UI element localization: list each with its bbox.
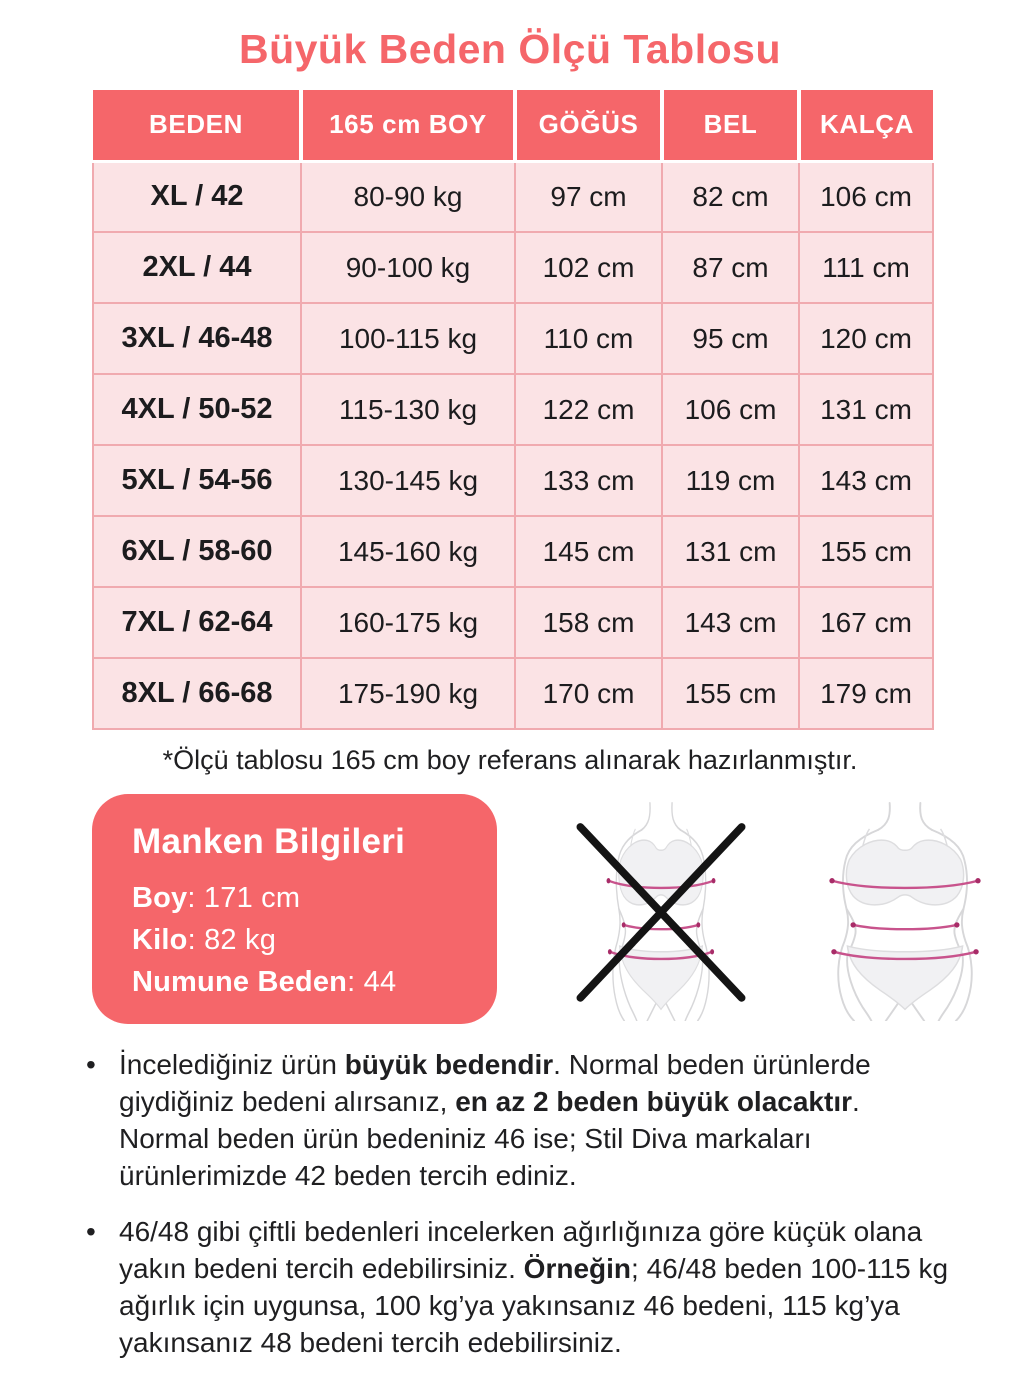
note-text: 46/48 gibi çiftli bedenleri incelerken ağırlığınıza göre küçük olana yakın bedeni tercih edebilirsiniz. Örneğin; 46/48 beden 100-115 kg ağırlık için uygunsa, 100 kg’ya yakınsanız 46 bedeni, 115 kg’ya yakınsanız 48 bedeni tercih edebilirsiniz. [119,1216,949,1358]
page-title: Büyük Beden Ölçü Tablosu [238,26,782,72]
cell-hip: 106 cm [799,161,933,232]
table-footnote: *Ölçü tablosu 165 cm boy referans alınarak hazırlanmıştır. [162,745,858,775]
cell-size-label: 4XL / 50-52 [93,374,301,445]
model-weight-label: Kilo [132,924,188,956]
cell-chest: 102 cm [515,232,662,303]
model-height-label: Boy [132,882,188,914]
column-header-bel: BEL [662,90,799,161]
model-height-value: 171 cm [203,882,301,914]
bullet-icon: • [86,1049,96,1080]
model-sample-size-label: Numune Beden [132,966,348,998]
separator: : [187,882,204,914]
cell-size-label: 5XL / 54-56 [93,445,301,516]
cell-hip: 143 cm [799,445,933,516]
cell-weight-range: 160-175 kg [301,587,515,658]
cell-weight-range: 100-115 kg [301,303,515,374]
cell-weight-range: 115-130 kg [301,374,515,445]
cell-chest: 110 cm [515,303,662,374]
cell-hip: 111 cm [799,232,933,303]
size-table [92,90,934,730]
cell-waist: 87 cm [662,232,799,303]
note-item [86,1213,956,1361]
column-header-kalca: KALÇA [799,90,933,161]
sizing-notes [86,1046,956,1361]
model-height-line [132,882,477,915]
plus-size-figure-icon [809,800,1001,1021]
cell-waist: 119 cm [662,445,799,516]
crossed-slim-figure-icon [565,800,757,1021]
cell-chest: 133 cm [515,445,662,516]
cell-waist: 82 cm [662,161,799,232]
cell-weight-range: 90-100 kg [301,232,515,303]
table-row [93,303,933,374]
cell-chest: 145 cm [515,516,662,587]
cell-waist: 95 cm [662,303,799,374]
header-row [93,90,933,161]
cell-waist: 131 cm [662,516,799,587]
table-row [93,161,933,232]
cell-chest: 158 cm [515,587,662,658]
table-row [93,516,933,587]
model-info-card [92,794,497,1024]
column-header-boy: 165 cm BOY [301,90,515,161]
cell-chest: 122 cm [515,374,662,445]
cell-size-label: 3XL / 46-48 [93,303,301,374]
cell-size-label: 2XL / 44 [93,232,301,303]
cell-size-label: 8XL / 66-68 [93,658,301,729]
note-text: İncelediğiniz ürün büyük bedendir. Normal beden ürünlerde giydiğiniz bedeni alırsanız, en az 2 beden büyük olacaktır. Normal beden ürün bedeniniz 46 ise; Stil Diva markaları ürünlerimizde 42 beden tercih ediniz. [119,1049,871,1191]
cell-weight-range: 145-160 kg [301,516,515,587]
table-row [93,587,933,658]
column-header-beden: BEDEN [93,90,301,161]
model-info-section [92,794,1020,1024]
table-row [93,374,933,445]
cell-hip: 120 cm [799,303,933,374]
cell-hip: 131 cm [799,374,933,445]
model-sample-size-line [132,966,477,999]
cell-weight-range: 130-145 kg [301,445,515,516]
cell-hip: 167 cm [799,587,933,658]
size-table-section [92,90,932,730]
separator: : [347,966,364,998]
cell-chest: 97 cm [515,161,662,232]
cell-weight-range: 80-90 kg [301,161,515,232]
cell-waist: 143 cm [662,587,799,658]
fit-illustrations [565,800,1001,1021]
cell-hip: 155 cm [799,516,933,587]
cell-size-label: 6XL / 58-60 [93,516,301,587]
model-sample-size-value: 44 [363,966,397,998]
cell-size-label: 7XL / 62-64 [93,587,301,658]
model-weight-line [132,924,477,957]
model-weight-value: 82 kg [204,924,277,956]
column-header-gogus: GÖĞÜS [515,90,662,161]
bullet-icon: • [86,1216,96,1247]
table-row [93,658,933,729]
separator: : [187,924,205,956]
cell-waist: 106 cm [662,374,799,445]
cell-weight-range: 175-190 kg [301,658,515,729]
cell-hip: 179 cm [799,658,933,729]
note-item [86,1046,956,1194]
table-row [93,232,933,303]
cell-waist: 155 cm [662,658,799,729]
table-row [93,445,933,516]
cell-chest: 170 cm [515,658,662,729]
cell-size-label: XL / 42 [93,161,301,232]
model-info-title: Manken Bilgileri [132,822,406,861]
